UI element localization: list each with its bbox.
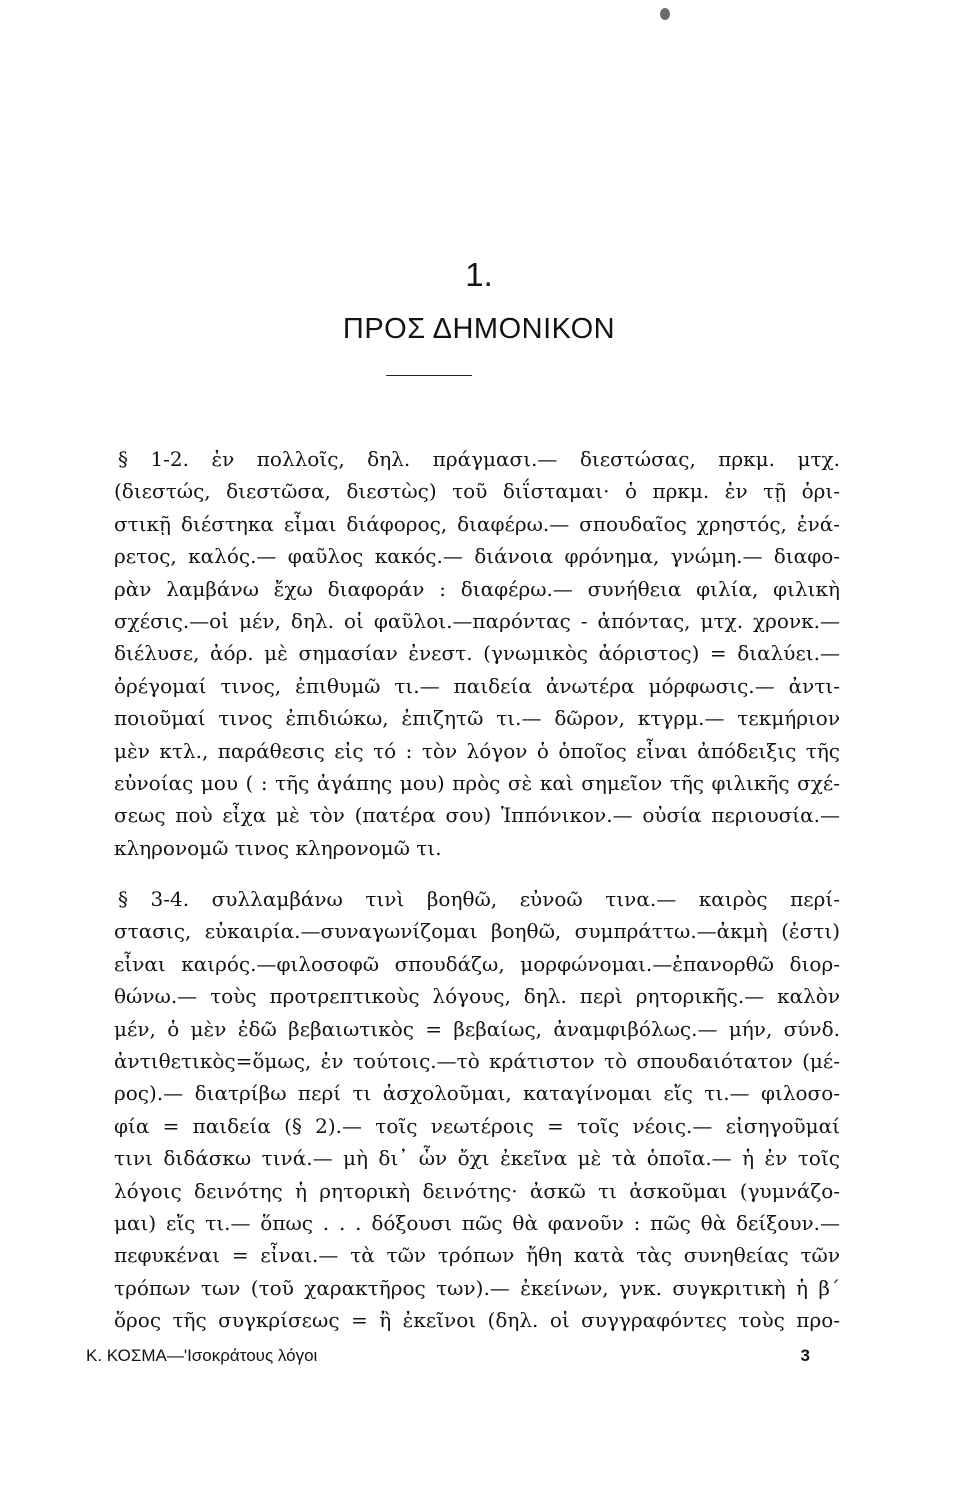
text-line: τρόπων των (τοῦ χαρακτῆρος των).— ἐκείνων, γνκ. συγκριτικὴ ἡ β΄ xyxy=(114,1275,840,1300)
text-line: τινι διδάσκω τινά.— μὴ δι᾽ ὧν ὄχι ἐκεῖνα μὲ τὰ ὁποῖα.— ἡ ἐν τοῖς xyxy=(114,1146,840,1171)
text-line: στικῇ διέστηκα εἶμαι διάφορος, διαφέρω.— σπουδαῖος χρηστός, ἐνά- xyxy=(114,511,840,536)
commentary-section-3-4 xyxy=(114,883,840,1336)
text-line: ρὰν λαμβάνω ἔχω διαφοράν : διαφέρω.— συνήθεια φιλία, φιλικὴ xyxy=(114,576,840,601)
text-line: σχέσις.—οἱ μέν, δηλ. οἱ φαῦλοι.—παρόντας - ἀπόντας, μτχ. χρονκ.— xyxy=(114,608,840,633)
text-line: θώνω.— τοὺς προτρεπτικοὺς λόγους, δηλ. περὶ ρητορικῆς.— καλὸν xyxy=(114,984,840,1009)
text-line: § 3-4. συλλαμβάνω τινὶ βοηθῶ, εὐνοῶ τινα.— καιρὸς περί- xyxy=(118,887,840,911)
page-number: 3 xyxy=(800,1346,810,1365)
text-line: σεως ποὺ εἶχα μὲ τὸν (πατέρα σου) Ἱππόνικον.— οὐσία περιουσία.— xyxy=(114,803,840,828)
text-line: εἶναι καιρός.—φιλοσοφῶ σπουδάζω, μορφώνομαι.—ἐπανορθῶ διορ- xyxy=(114,951,840,976)
text-line: μὲν κτλ., παράθεσις εἰς τό : τὸν λόγον ὁ ὁποῖος εἶναι ἀπόδειξις τῆς xyxy=(114,738,840,763)
title-divider xyxy=(386,375,472,376)
text-line: ποιοῦμαί τινος ἐπιδιώκω, ἐπιζητῶ τι.— δῶρον, κτγρμ.— τεκμήριον xyxy=(114,706,840,731)
text-line: μαι) εἴς τι.— ὅπως . . . δόξουσι πῶς θὰ φανοῦν : πῶς θὰ δείξουν.— xyxy=(114,1210,840,1235)
commentary-section-1-2 xyxy=(114,443,840,864)
text-line: λόγοις δεινότης ἡ ρητορικὴ δεινότης· ἀσκῶ τι ἀσκοῦμαι (γυμνάζο- xyxy=(114,1178,840,1203)
text-line: (διεστώς, διεστῶσα, διεστὼς) τοῦ διΐσταμαι· ὁ πρκμ. ἐν τῇ ὁρι- xyxy=(114,479,840,504)
text-line: ἀντιθετικὸς=ὅμως, ἐν τούτοις.—τὸ κράτιστον τὸ σπουδαιότατον (μέ- xyxy=(114,1048,840,1073)
text-line: πεφυκέναι = εἶναι.— τὰ τῶν τρόπων ἤθη κατὰ τὰς συνηθείας τῶν xyxy=(114,1243,840,1268)
text-line: § 1-2. ἐν πολλοῖς, δηλ. πράγμασι.— διεστώσας, πρκμ. μτχ. xyxy=(118,447,840,471)
text-line: εὐνοίας μου ( : τῆς ἀγάπης μου) πρὸς σὲ καὶ σημεῖον τῆς φιλικῆς σχέ- xyxy=(114,770,840,795)
page-footer xyxy=(86,1346,810,1370)
text-line: ρετος, καλός.— φαῦλος κακός.— διάνοια φρόνημα, γνώμη.— διαφο- xyxy=(114,544,840,569)
text-line: κληρονομῶ τινος κληρονομῶ τι. xyxy=(114,835,442,860)
footer-author-title: Κ. ΚΟΣΜΑ—'Ισοκράτους λόγοι xyxy=(86,1346,318,1365)
ink-speck xyxy=(660,8,670,20)
text-line: ρος).— διατρίβω περί τι ἀσχολοῦμαι, καταγίνομαι εἴς τι.— φιλοσο- xyxy=(114,1081,840,1106)
text-line: φία = παιδεία (§ 2).— τοῖς νεωτέροις = τοῖς νέοις.— εἰσηγοῦμαί xyxy=(114,1113,840,1138)
chapter-title: ΠΡΟΣ ΔΗΜΟΝΙΚΟΝ xyxy=(342,313,616,345)
text-line: ὅρος τῆς συγκρίσεως = ἢ ἐκεῖνοι (δηλ. οἱ συγγραφόντες τοὺς προ- xyxy=(114,1308,840,1333)
text-line: διέλυσε, ἀόρ. μὲ σημασίαν ἐνεστ. (γνωμικὸς ἀόριστος) = διαλύει.— xyxy=(114,641,840,666)
text-line: στασις, εὐκαιρία.—συναγωνίζομαι βοηθῶ, συμπράττω.—ἀκμὴ (ἐστι) xyxy=(114,919,840,944)
text-line: ὀρέγομαί τινος, ἐπιθυμῶ τι.— παιδεία ἀνωτέρα μόρφωσις.— ἀντι- xyxy=(114,673,840,698)
text-line: μέν, ὁ μὲν ἐδῶ βεβαιωτικὸς = βεβαίως, ἀναμφιβόλως.— μήν, σύνδ. xyxy=(114,1016,840,1041)
chapter-number: 1. xyxy=(465,256,493,293)
